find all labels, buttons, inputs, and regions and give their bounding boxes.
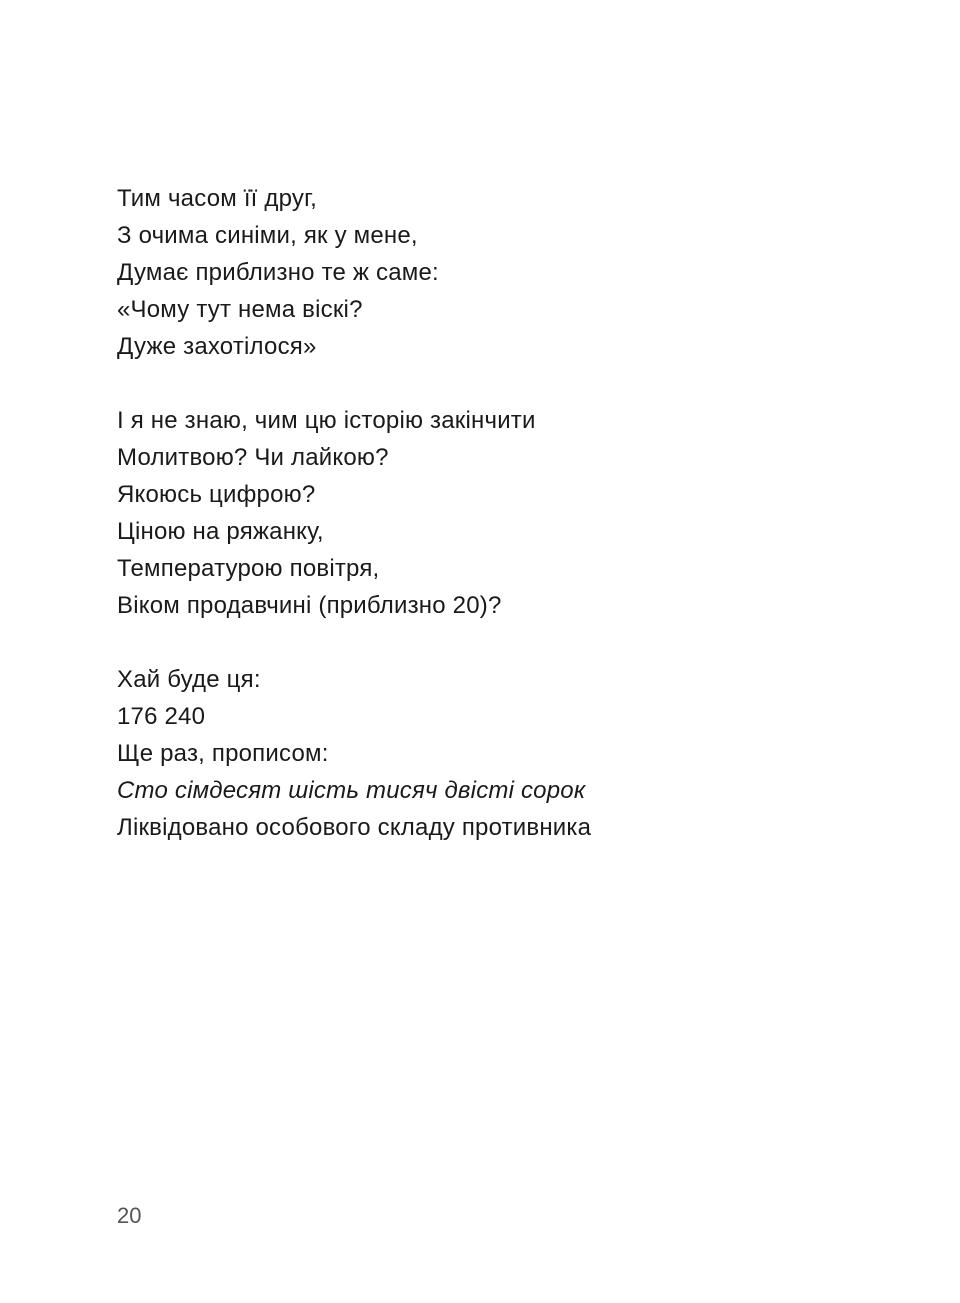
poem-line: Ліквідовано особового складу противника [117, 814, 592, 841]
poem-line: Хай буде ця: [117, 666, 261, 693]
poem-line: Віком продавчині (приблизно 20)? [117, 592, 502, 619]
poem-line: І я не знаю, чим цю історію закінчити [117, 407, 536, 434]
stanza-3 [117, 661, 917, 846]
poem-line: Тим часом її друг, [117, 185, 317, 212]
poem-line: Ще раз, прописом: [117, 740, 329, 767]
stanza-2 [117, 402, 917, 624]
poem-line-number: 176 240 [117, 703, 206, 730]
poem-line: З очима синіми, як у мене, [117, 222, 418, 249]
poem-line: Температурою повітря, [117, 555, 380, 582]
poem-line: Ціною на ряжанку, [117, 518, 324, 545]
poem-line: Молитвою? Чи лайкою? [117, 444, 389, 471]
poem-line: Якоюсь цифрою? [117, 481, 316, 508]
page-number: 20 [117, 1203, 142, 1228]
stanza-1 [117, 180, 917, 365]
poem-line: Дуже захотілося» [117, 333, 317, 360]
poem-line: «Чому тут нема віскі? [117, 296, 363, 323]
poem-line-italic: Сто сімдесят шість тисяч двісті сорок [117, 777, 586, 804]
poem-line: Думає приблизно те ж саме: [117, 259, 439, 286]
poem-body [117, 180, 917, 883]
